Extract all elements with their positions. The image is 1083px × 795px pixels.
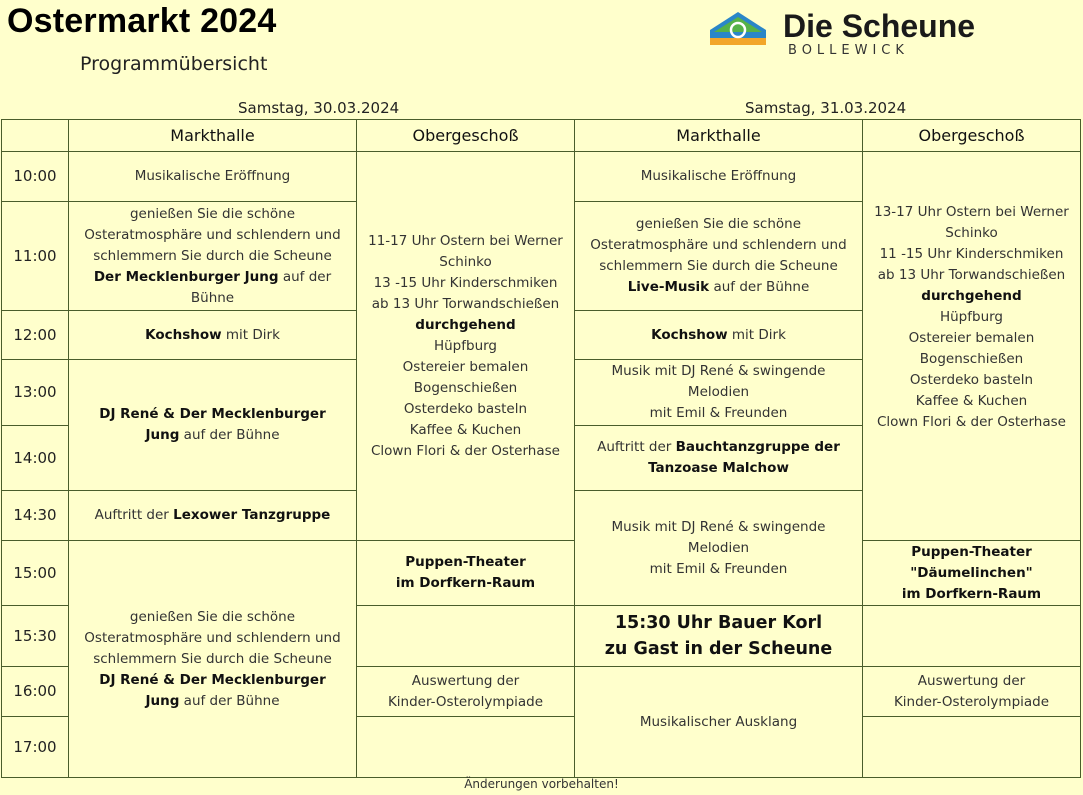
sun-bauer-korl: 15:30 Uhr Bauer Korl zu Gast in der Scheune bbox=[604, 613, 833, 659]
sat-kochshow: Kochshow mit Dirk bbox=[145, 326, 280, 343]
sun-ober-activities: 13-17 Uhr Ostern bei Werner Schinko 11 -15 Uhr Kinderschmiken ab 13 Uhr Torwandschießen durchgehend Hüpfburg Ostereier bemalen Bogenschießen Osterdeko basteln Kaffee & Kuchen Clown Flori & der Osterhase bbox=[874, 204, 1069, 430]
time-slot: 15:30 bbox=[13, 626, 57, 645]
logo-place: BOLLEWICK bbox=[788, 43, 909, 58]
logo-name: Die Scheune bbox=[783, 8, 976, 44]
day-label-sat: Samstag, 30.03.2024 bbox=[238, 99, 400, 117]
sat-ober-activities: 11-17 Uhr Ostern bei Werner Schinko 13 -15 Uhr Kinderschmiken ab 13 Uhr Torwandschießen durchgehend Hüpfburg Ostereier bemalen Bogenschießen Osterdeko basteln Kaffee & Kuchen Clown Flori & der Osterhase bbox=[368, 232, 563, 459]
sat-puppet: Puppen-Theater im Dorfkern-Raum bbox=[395, 554, 536, 591]
time-slot: 14:00 bbox=[13, 448, 57, 467]
header-sat-obergeschoss: Obergeschoß bbox=[412, 126, 519, 145]
sun-olympiade: Auswertung der Kinder-Osterolympiade bbox=[893, 672, 1050, 710]
time-slot: 13:00 bbox=[13, 383, 57, 401]
time-slot: 10:00 bbox=[13, 167, 57, 185]
time-slot: 15:00 bbox=[13, 563, 57, 582]
page-subtitle: Programmübersicht bbox=[80, 53, 268, 75]
page-title: Ostermarkt 2024 bbox=[7, 2, 277, 40]
sun-stroll-11: genießen Sie die schöne Osteratmosphäre und schlendern und schlemmern Sie durch die Scheune Live-Musik auf der Bühne bbox=[590, 216, 847, 295]
sun-musik-1: Musik mit DJ René & swingende Melodien mit Emil & Freunden bbox=[611, 363, 826, 421]
sun-ausklang: Musikalischer Ausklang bbox=[639, 713, 798, 730]
sun-puppet: Puppen-Theater "Däumelinchen" im Dorfkern-Raum bbox=[901, 543, 1042, 602]
time-slot: 17:00 bbox=[13, 737, 57, 756]
time-slot: 16:00 bbox=[13, 682, 57, 700]
sat-stroll-11: genießen Sie die schöne Osteratmosphäre und schlendern und schlemmern Sie durch die Scheune Der Mecklenburger Jung auf der Bühne bbox=[84, 205, 341, 306]
header-sat-markthalle: Markthalle bbox=[170, 126, 255, 145]
header-sun-obergeschoss: Obergeschoß bbox=[918, 126, 1025, 145]
sat-opening: Musikalische Eröffnung bbox=[134, 168, 291, 184]
sun-kochshow: Kochshow mit Dirk bbox=[651, 326, 786, 343]
sat-tanz: Auftritt der Lexower Tanzgruppe bbox=[94, 507, 331, 523]
day-label-sun: Samstag, 31.03.2024 bbox=[745, 99, 907, 117]
sun-opening: Musikalische Eröffnung bbox=[640, 168, 797, 184]
sun-bauchtanz: Auftritt der Bauchtanzgruppe der Tanzoase Malchow bbox=[597, 439, 840, 476]
time-slot: 14:30 bbox=[13, 506, 57, 524]
header-sun-markthalle: Markthalle bbox=[676, 126, 761, 145]
time-slot: 11:00 bbox=[13, 246, 57, 265]
sat-olympiade: Auswertung der Kinder-Osterolympiade bbox=[387, 672, 544, 710]
time-slot: 12:00 bbox=[13, 325, 57, 344]
sat-stroll-15: genießen Sie die schöne Osteratmosphäre und schlendern und schlemmern Sie durch die Scheune DJ René & Der Mecklenburger Jung auf der Bühne bbox=[84, 608, 341, 709]
sat-dj: DJ René & Der Mecklenburger Jung auf der Bühne bbox=[99, 406, 326, 443]
footer-note: Änderungen vorbehalten! bbox=[464, 777, 619, 791]
sun-musik-2: Musik mit DJ René & swingende Melodien mit Emil & Freunden bbox=[611, 518, 826, 577]
